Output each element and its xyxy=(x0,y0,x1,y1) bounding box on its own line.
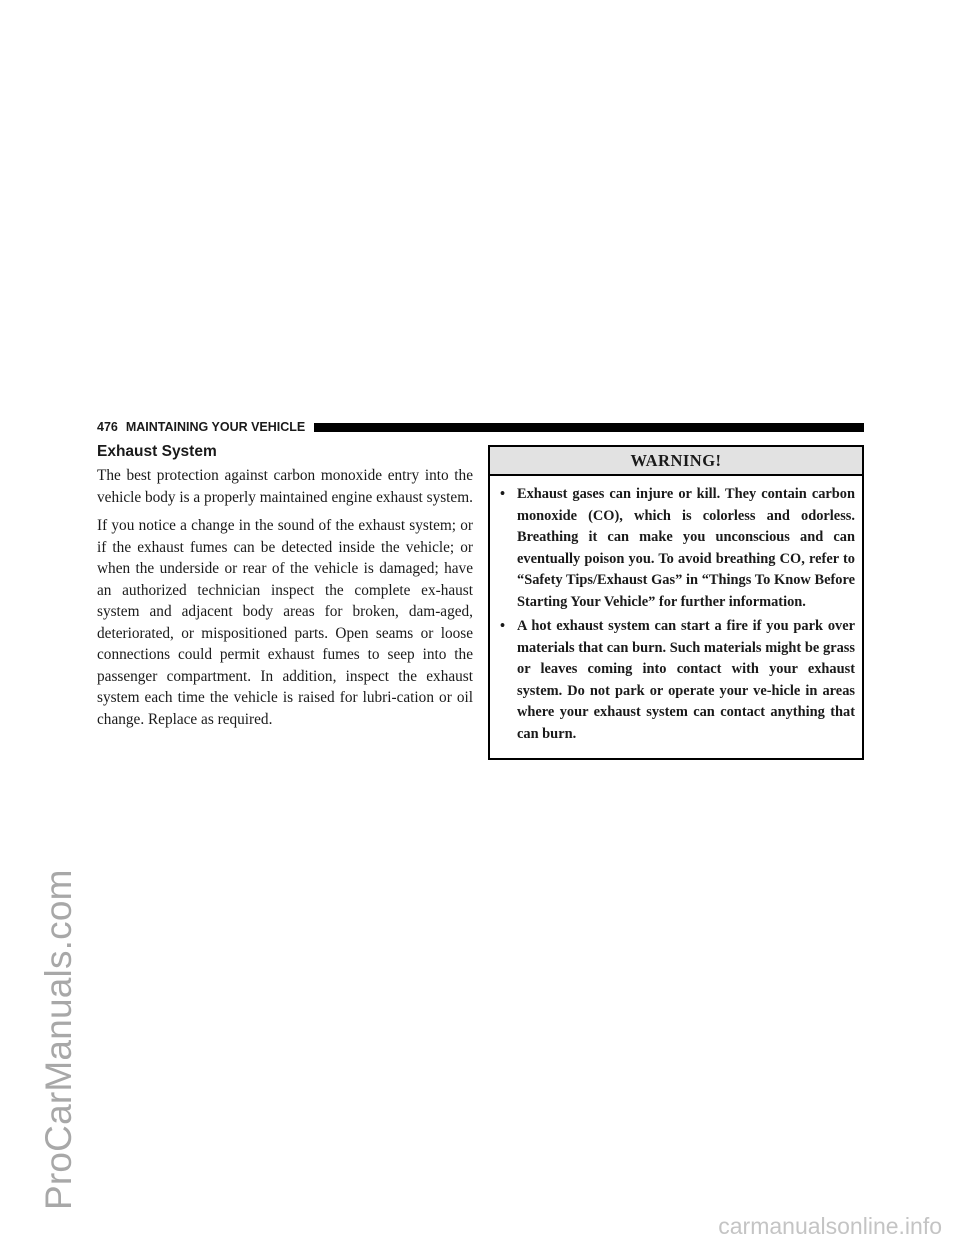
warning-item-text: A hot exhaust system can start a fire if you park over materials that can burn. Such materials might be grass or leaves coming into contact with your exhaust system. Do not park or operate your ve-hicle in areas where your exhaust system can contact anything that can burn. xyxy=(517,618,855,742)
bullet-icon: • xyxy=(500,486,506,502)
section-heading: Exhaust System xyxy=(97,443,217,460)
warning-box xyxy=(488,445,864,760)
warning-list xyxy=(490,476,862,758)
header-rule xyxy=(314,423,864,432)
side-watermark: ProCarManuals.com xyxy=(38,869,79,1210)
paragraph-1: The best protection against carbon monoxide entry into the vehicle body is a properly maintained engine exhaust system. xyxy=(97,467,473,506)
bottom-watermark: carmanualsonline.info xyxy=(718,1213,942,1239)
main-text-column xyxy=(97,442,473,737)
warning-item-text: Exhaust gases can injure or kill. They contain carbon monoxide (CO), which is colorless and odorless. Breathing it can make you unconscious and can eventually poison you. To avoid breathing CO, refer to “Safety Tips/Exhaust Gas” in “Things To Know Before Starting Your Vehicle” for further information. xyxy=(517,486,855,610)
page-header xyxy=(97,419,864,435)
bullet-icon: • xyxy=(500,618,506,634)
warning-item xyxy=(500,616,855,745)
warning-title: WARNING! xyxy=(490,447,862,476)
paragraph-2: If you notice a change in the sound of the exhaust system; or if the exhaust fumes can be detected inside the vehicle; or when the underside or rear of the vehicle is damaged; have an authorized technician inspect the complete ex-haust system and adjacent body areas for broken, dam-aged, deteriorated, or mispositioned parts. Open seams or loose connections could permit exhaust fumes to seep into the passenger compartment. In addition, inspect the exhaust system each time the vehicle is raised for lubri-cation or oil change. Replace as required. xyxy=(97,517,473,728)
warning-item xyxy=(500,484,855,613)
page-number: 476 xyxy=(97,420,118,434)
section-title: MAINTAINING YOUR VEHICLE xyxy=(125,420,306,434)
